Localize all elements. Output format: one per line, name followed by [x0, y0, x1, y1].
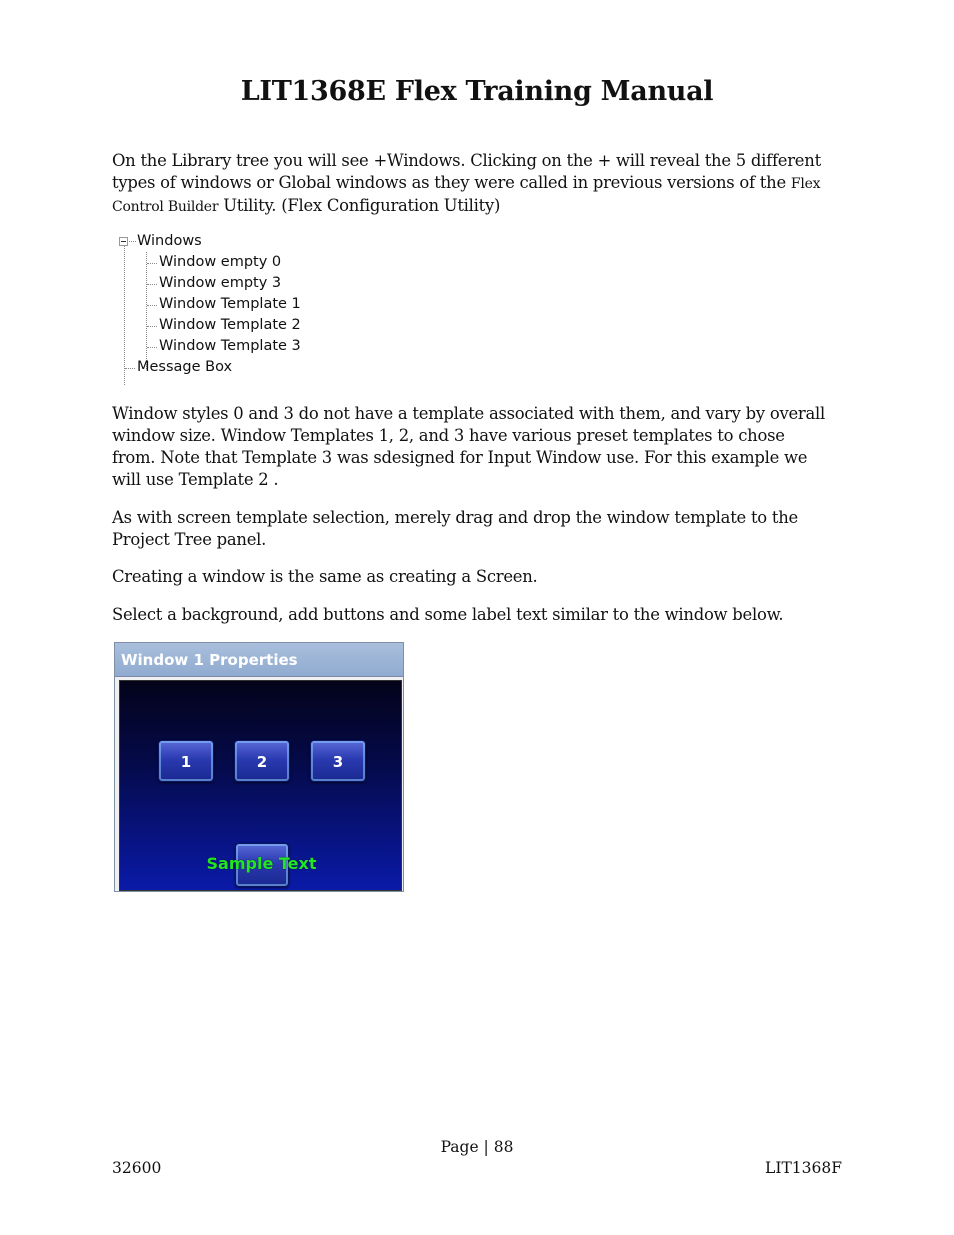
page-number: Page | 88 [440, 1138, 514, 1156]
tree-node-window-template-1[interactable]: Window Template 1 [159, 296, 301, 312]
collapse-icon[interactable] [119, 237, 128, 246]
tree-connector [147, 305, 157, 306]
tree-connector [147, 263, 157, 264]
intro-text: On the Library tree you will see +Windows. Clicking on the + will reveal the 5 different types of windows or Global windows as they were called in previous versions of the [112, 151, 821, 192]
body-paragraph: As with screen template selection, merely drag and drop the window template to the Project Tree panel. [112, 508, 798, 549]
footer-right: LIT1368F [765, 1159, 842, 1177]
tree-connector [147, 326, 157, 327]
window-title-bar: Window 1 Properties [115, 643, 403, 677]
tree-guide-line [124, 245, 125, 385]
body-paragraph: Creating a window is the same as creating a Screen. [112, 567, 538, 586]
window-button-1[interactable]: 1 [158, 740, 214, 782]
tree-connector [147, 284, 157, 285]
footer-left: 32600 [112, 1159, 162, 1177]
window-button-3[interactable]: 3 [310, 740, 366, 782]
sample-text-label: Sample Text [206, 854, 317, 873]
tree-connector [129, 241, 136, 242]
tree-node-window-template-2[interactable]: Window Template 2 [159, 317, 301, 333]
intro-end-text: Utility. (Flex Configuration Utility) [218, 196, 501, 215]
window-button-2[interactable]: 2 [234, 740, 290, 782]
tree-connector [125, 368, 135, 369]
intro-paragraph [112, 150, 832, 218]
tree-node-window-template-3[interactable]: Window Template 3 [159, 338, 301, 354]
tree-node-message-box[interactable]: Message Box [137, 359, 233, 375]
tree-node-windows[interactable]: Windows [137, 233, 202, 249]
page-title: LIT1368E Flex Training Manual [240, 76, 714, 107]
tree-node-window-empty-3[interactable]: Window empty 3 [159, 275, 282, 291]
window-canvas [119, 680, 402, 891]
body-paragraph: Select a background, add buttons and some label text similar to the window below. [112, 605, 784, 624]
tree-connector [147, 347, 157, 348]
library-tree [114, 230, 314, 390]
intro-small-text: Flex Control Builder [112, 176, 821, 215]
body-paragraph: Window styles 0 and 3 do not have a template associated with them, and vary by overall window size. Window Templates 1, 2, and 3 have various preset templates to chose from. Note that Template 3 was sdesigned for Input Window use. For this example we will use Template 2 . [112, 404, 826, 489]
tree-node-window-empty-0[interactable]: Window empty 0 [159, 254, 282, 270]
tree-guide-line [146, 252, 147, 369]
window-preview-image [114, 642, 404, 892]
